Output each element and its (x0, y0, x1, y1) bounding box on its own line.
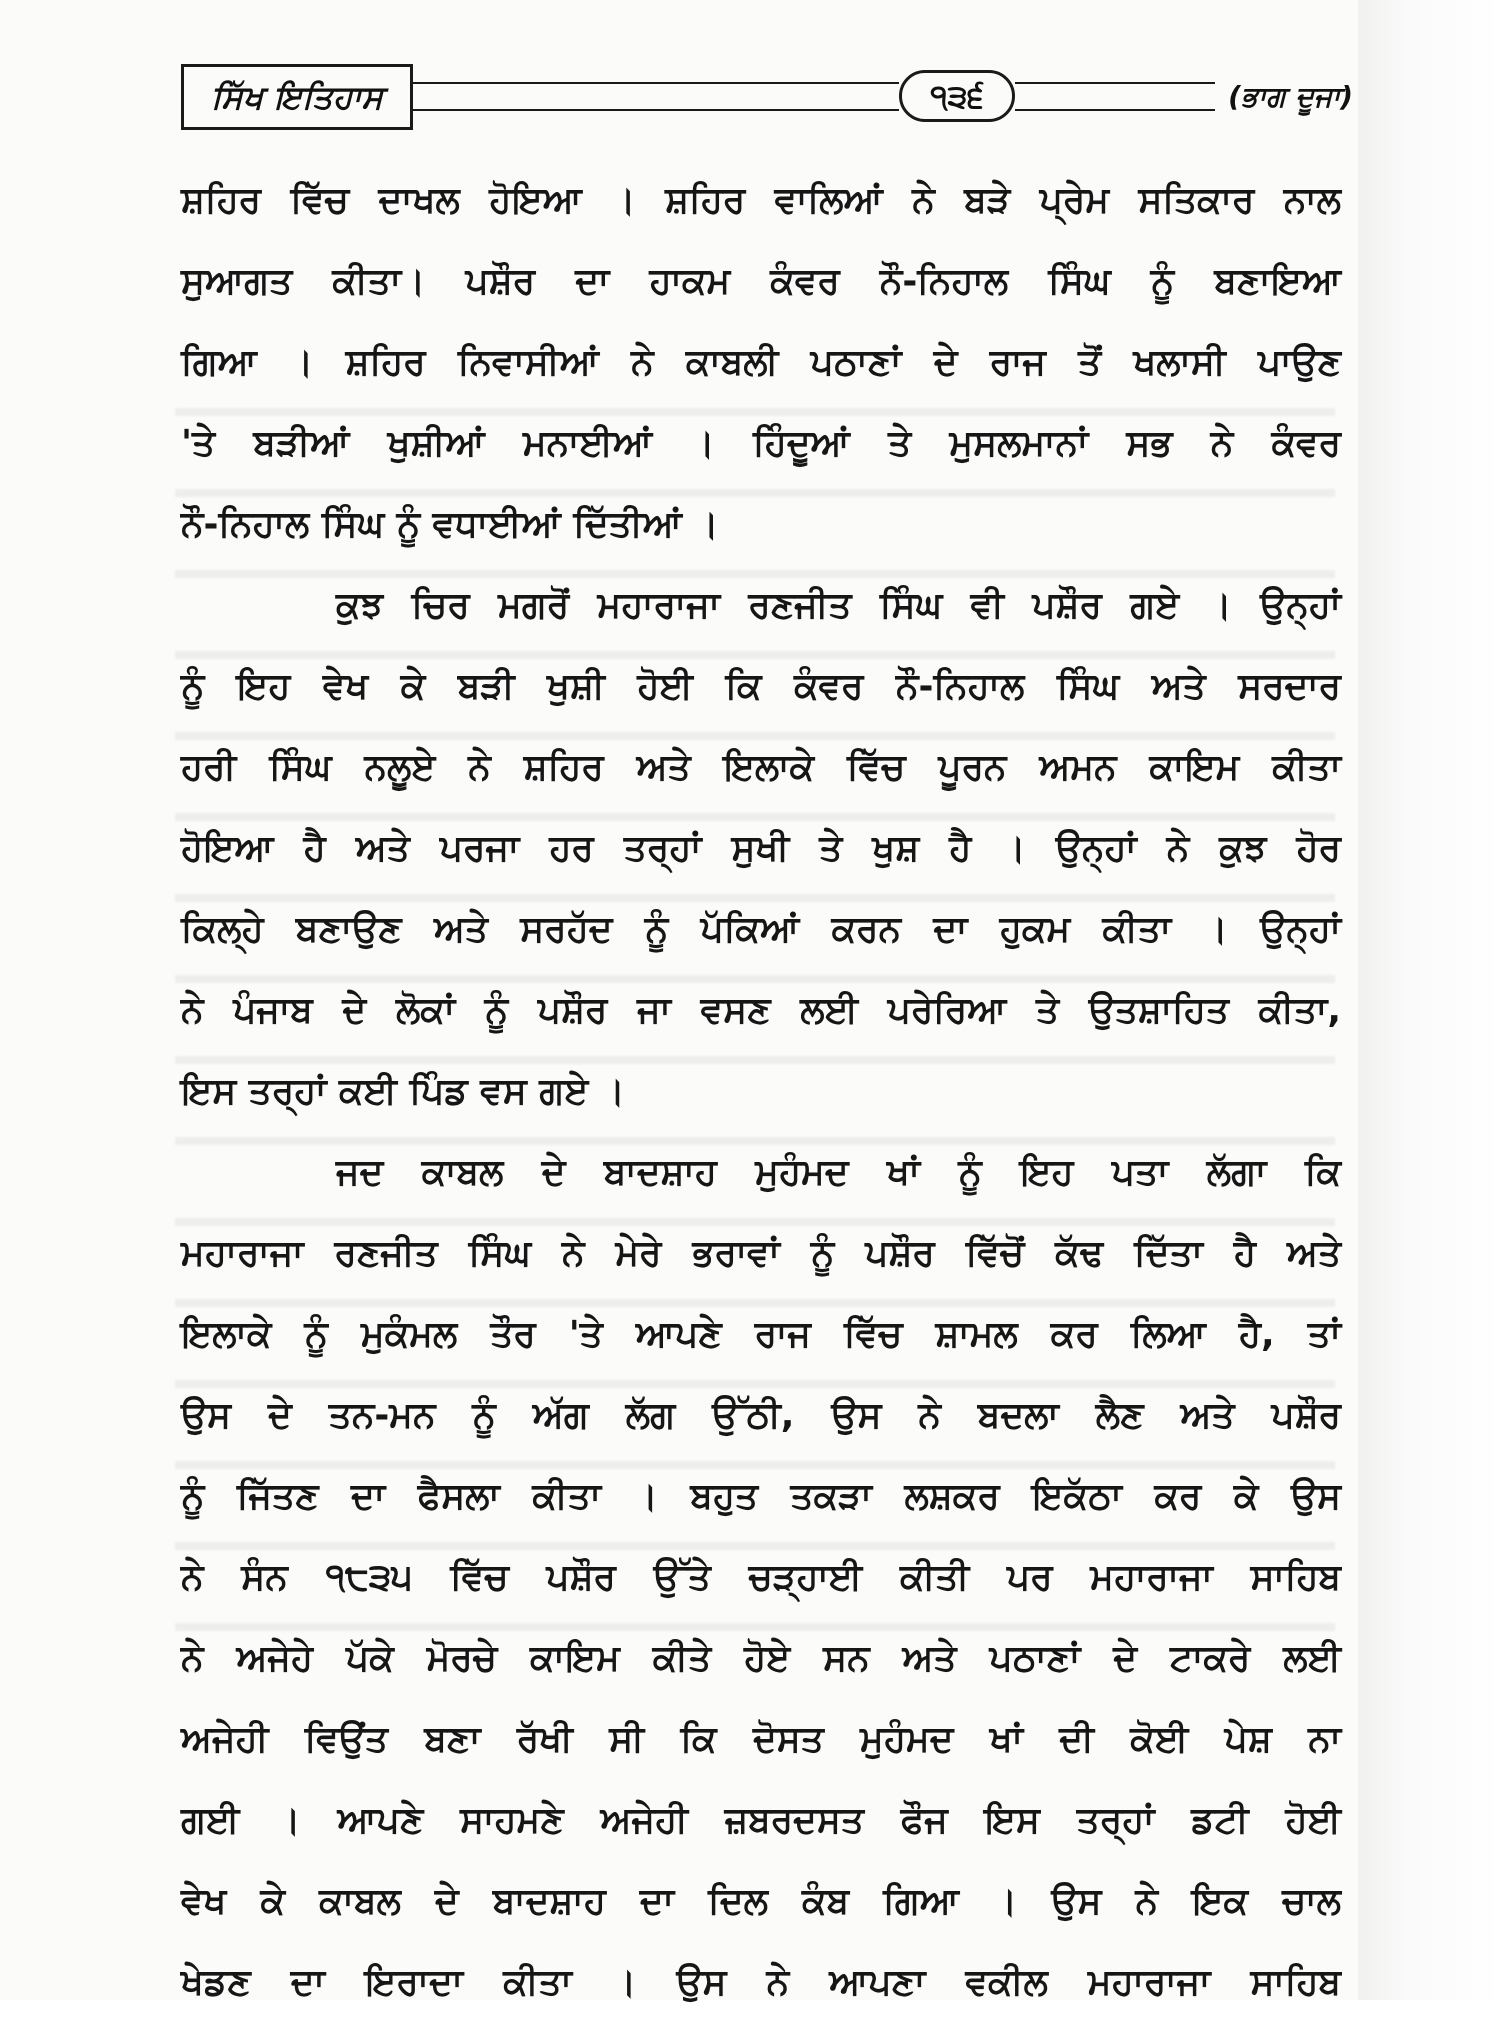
text-line: ਵੇਖ ਕੇ ਕਾਬਲ ਦੇ ਬਾਦਸ਼ਾਹ ਦਾ ਦਿਲ ਕੰਬ ਗਿਆ । ਉਸ ਨੇ ਇਕ ਚਾਲ (181, 1881, 1341, 1922)
body-text (181, 160, 1341, 2023)
text-line: ਇਲਾਕੇ ਨੂੰ ਮੁਕੰਮਲ ਤੌਰ 'ਤੇ ਆਪਣੇ ਰਾਜ ਵਿੱਚ ਸ਼ਾਮਲ ਕਰ ਲਿਆ ਹੈ, ਤਾਂ (181, 1314, 1341, 1355)
text-line: ਨੇ ਸੰਨ ੧੮੩੫ ਵਿੱਚ ਪਸ਼ੌਰ ਉੱਤੇ ਚੜ੍ਹਾਈ ਕੀਤੀ ਪਰ ਮਹਾਰਾਜਾ ਸਾਹਿਬ (181, 1557, 1341, 1598)
text-line: ਕਿਲ੍ਹੇ ਬਣਾਉਣ ਅਤੇ ਸਰਹੱਦ ਨੂੰ ਪੱਕਿਆਂ ਕਰਨ ਦਾ ਹੁਕਮ ਕੀਤਾ । ਉਨ੍ਹਾਂ (181, 909, 1341, 950)
text-line: ਹੋਇਆ ਹੈ ਅਤੇ ਪਰਜਾ ਹਰ ਤਰ੍ਹਾਂ ਸੁਖੀ ਤੇ ਖੁਸ਼ ਹੈ । ਉਨ੍ਹਾਂ ਨੇ ਕੁਝ ਹੋਰ (181, 828, 1341, 869)
page-number: ੧੩੬ (899, 70, 1015, 122)
page-edge-shadow (1358, 0, 1500, 2000)
text-line: ਇਸ ਤਰ੍ਹਾਂ ਕਈ ਪਿੰਡ ਵਸ ਗਏ । (181, 1071, 626, 1112)
text-line: ਖੇਡਣ ਦਾ ਇਰਾਦਾ ਕੀਤਾ । ਉਸ ਨੇ ਆਪਣਾ ਵਕੀਲ ਮਹਾਰਾਜਾ ਸਾਹਿਬ (181, 1962, 1341, 2003)
text-line: ਉਸ ਦੇ ਤਨ-ਮਨ ਨੂੰ ਅੱਗ ਲੱਗ ਉੱਠੀ, ਉਸ ਨੇ ਬਦਲਾ ਲੈਣ ਅਤੇ ਪਸ਼ੌਰ (181, 1395, 1341, 1436)
text-line: ਸ਼ਹਿਰ ਵਿੱਚ ਦਾਖਲ ਹੋਇਆ । ਸ਼ਹਿਰ ਵਾਲਿਆਂ ਨੇ ਬੜੇ ਪ੍ਰੇਮ ਸਤਿਕਾਰ ਨਾਲ (181, 180, 1341, 221)
header-rule (413, 109, 899, 111)
header-rule (1015, 82, 1215, 84)
text-line: ਕੁਝ ਚਿਰ ਮਗਰੋਂ ਮਹਾਰਾਜਾ ਰਣਜੀਤ ਸਿੰਘ ਵੀ ਪਸ਼ੌਰ ਗਏ । ਉਨ੍ਹਾਂ (336, 585, 1341, 626)
header-rule (413, 82, 899, 84)
text-line: ਗਈ । ਆਪਣੇ ਸਾਹਮਣੇ ਅਜੇਹੀ ਜ਼ਬਰਦਸਤ ਫੌਜ ਇਸ ਤਰ੍ਹਾਂ ਡਟੀ ਹੋਈ (181, 1800, 1341, 1841)
text-line: ਨੌ-ਨਿਹਾਲ ਸਿੰਘ ਨੂੰ ਵਧਾਈਆਂ ਦਿੱਤੀਆਂ । (181, 504, 719, 545)
text-line: ਨੂੰ ਜਿੱਤਣ ਦਾ ਫੈਸਲਾ ਕੀਤਾ । ਬਹੁਤ ਤਕੜਾ ਲਸ਼ਕਰ ਇਕੱਠਾ ਕਰ ਕੇ ਉਸ (181, 1476, 1341, 1517)
part-label: (ਭਾਗ ਦੂਜਾ) (1228, 80, 1353, 113)
text-line: ਸੁਆਗਤ ਕੀਤਾ। ਪਸ਼ੌਰ ਦਾ ਹਾਕਮ ਕੰਵਰ ਨੌ-ਨਿਹਾਲ ਸਿੰਘ ਨੂੰ ਬਣਾਇਆ (181, 261, 1341, 302)
text-line: ਮਹਾਰਾਜਾ ਰਣਜੀਤ ਸਿੰਘ ਨੇ ਮੇਰੇ ਭਰਾਵਾਂ ਨੂੰ ਪਸ਼ੌਰ ਵਿੱਚੋਂ ਕੱਢ ਦਿੱਤਾ ਹੈ ਅਤੇ (181, 1233, 1341, 1274)
text-line: ਹਰੀ ਸਿੰਘ ਨਲੂਏ ਨੇ ਸ਼ਹਿਰ ਅਤੇ ਇਲਾਕੇ ਵਿੱਚ ਪੂਰਨ ਅਮਨ ਕਾਇਮ ਕੀਤਾ (181, 747, 1341, 788)
text-line: ਨੂੰ ਇਹ ਵੇਖ ਕੇ ਬੜੀ ਖੁਸ਼ੀ ਹੋਈ ਕਿ ਕੰਵਰ ਨੌ-ਨਿਹਾਲ ਸਿੰਘ ਅਤੇ ਸਰਦਾਰ (181, 666, 1341, 707)
text-line: ਨੇ ਪੰਜਾਬ ਦੇ ਲੋਕਾਂ ਨੂੰ ਪਸ਼ੌਰ ਜਾ ਵਸਣ ਲਈ ਪਰੇਰਿਆ ਤੇ ਉਤਸ਼ਾਹਿਤ ਕੀਤਾ, (181, 990, 1341, 1031)
header-rule (1015, 109, 1215, 111)
text-line: 'ਤੇ ਬੜੀਆਂ ਖੁਸ਼ੀਆਂ ਮਨਾਈਆਂ । ਹਿੰਦੂਆਂ ਤੇ ਮੁਸਲਮਾਨਾਂ ਸਭ ਨੇ ਕੰਵਰ (181, 423, 1341, 464)
text-line: ਗਿਆ । ਸ਼ਹਿਰ ਨਿਵਾਸੀਆਂ ਨੇ ਕਾਬਲੀ ਪਠਾਣਾਂ ਦੇ ਰਾਜ ਤੋਂ ਖਲਾਸੀ ਪਾਉਣ (181, 342, 1341, 383)
text-line: ਜਦ ਕਾਬਲ ਦੇ ਬਾਦਸ਼ਾਹ ਮੁਹੰਮਦ ਖਾਂ ਨੂੰ ਇਹ ਪਤਾ ਲੱਗਾ ਕਿ (336, 1152, 1341, 1193)
book-title: ਸਿੱਖ ਇਤਿਹਾਸ (181, 64, 413, 130)
text-line: ਨੇ ਅਜੇਹੇ ਪੱਕੇ ਮੋਰਚੇ ਕਾਇਮ ਕੀਤੇ ਹੋਏ ਸਨ ਅਤੇ ਪਠਾਣਾਂ ਦੇ ਟਾਕਰੇ ਲਈ (181, 1638, 1341, 1679)
text-line: ਅਜੇਹੀ ਵਿਉਂਤ ਬਣਾ ਰੱਖੀ ਸੀ ਕਿ ਦੋਸਤ ਮੁਹੰਮਦ ਖਾਂ ਦੀ ਕੋਈ ਪੇਸ਼ ਨਾ (181, 1719, 1341, 1760)
running-header (181, 64, 1358, 134)
